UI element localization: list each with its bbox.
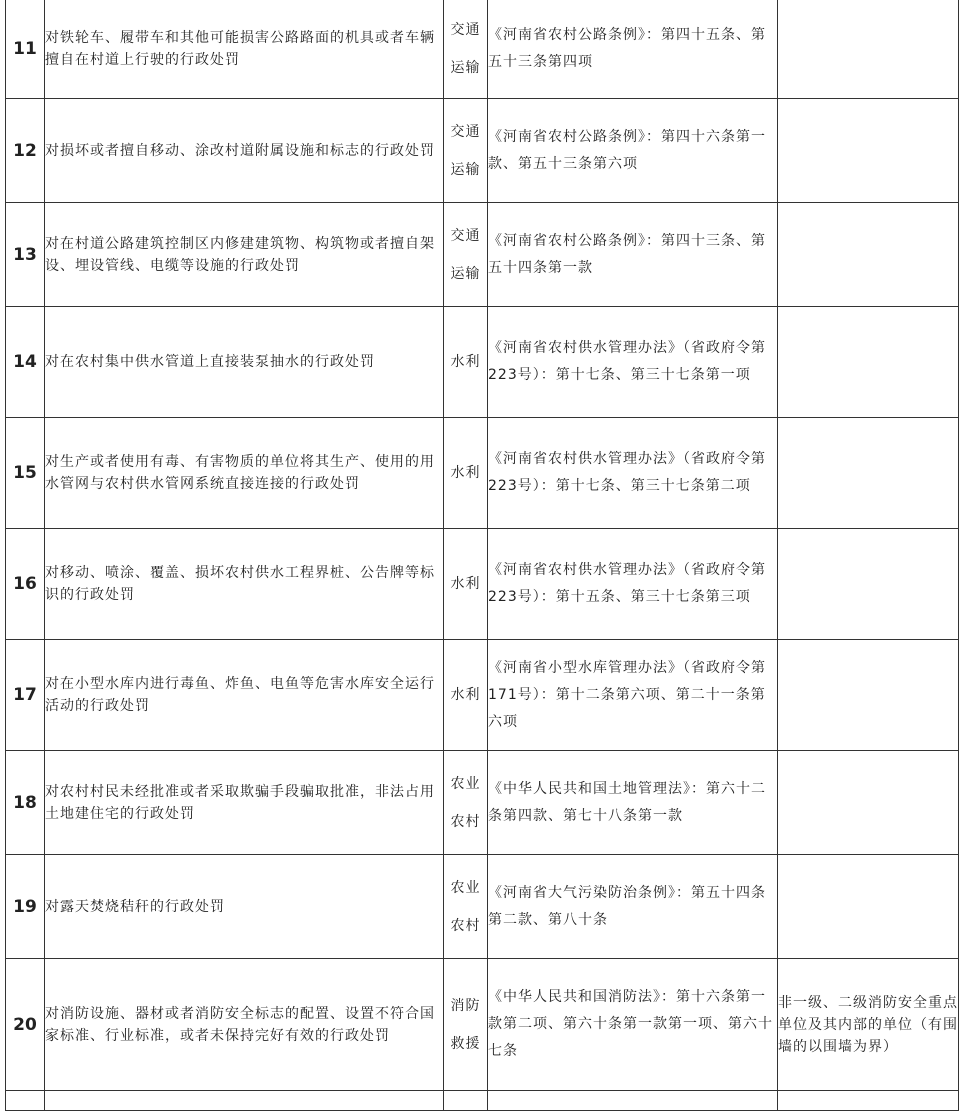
row-number: 19: [6, 855, 45, 959]
legal-basis: 《河南省农村供水管理办法》（省政府令第223号）：第十七条、第三十七条第二项: [488, 418, 778, 529]
penalty-item: 对铁轮车、履带车和其他可能损害公路路面的机具或者车辆擅自在村道上行驶的行政处罚: [45, 0, 444, 99]
row-number: 13: [6, 203, 45, 307]
table-row: [6, 1091, 959, 1111]
table-row: [6, 307, 959, 418]
department: 交通 运输: [444, 203, 488, 307]
department: [444, 1091, 488, 1111]
penalty-item: [45, 1091, 444, 1111]
row-number: 20: [6, 959, 45, 1091]
legal-basis: 《河南省农村公路条例》：第四十三条、第五十四条第一款: [488, 203, 778, 307]
legal-basis: 《河南省大气污染防治条例》：第五十四条第二款、第八十条: [488, 855, 778, 959]
table-row: [6, 529, 959, 640]
remark: [778, 1091, 959, 1111]
department: 水利: [444, 640, 488, 751]
remark: [778, 203, 959, 307]
legal-basis: 《河南省小型水库管理办法》（省政府令第171号）：第十二条第六项、第二十一条第六项: [488, 640, 778, 751]
table-row: [6, 855, 959, 959]
remark: [778, 640, 959, 751]
remark: [778, 0, 959, 99]
department: 农业 农村: [444, 855, 488, 959]
department: 消防 救援: [444, 959, 488, 1091]
row-number: 18: [6, 751, 45, 855]
penalty-item: 对生产或者使用有毒、有害物质的单位将其生产、使用的用水管网与农村供水管网系统直接连接的行政处罚: [45, 418, 444, 529]
penalty-item: 对在小型水库内进行毒鱼、炸鱼、电鱼等危害水库安全运行活动的行政处罚: [45, 640, 444, 751]
table-row: [6, 203, 959, 307]
department: 水利: [444, 307, 488, 418]
remark: 非一级、二级消防安全重点单位及其内部的单位（有围墙的以围墙为界）: [778, 959, 959, 1091]
penalty-item: 对在村道公路建筑控制区内修建建筑物、构筑物或者擅自架设、埋设管线、电缆等设施的行政处罚: [45, 203, 444, 307]
penalty-item: 对消防设施、器材或者消防安全标志的配置、设置不符合国家标准、行业标准，或者未保持完好有效的行政处罚: [45, 959, 444, 1091]
department: 交通 运输: [444, 99, 488, 203]
table-row: [6, 418, 959, 529]
table-row: [6, 640, 959, 751]
legal-basis: 《河南省农村供水管理办法》（省政府令第223号）：第十五条、第三十七条第三项: [488, 529, 778, 640]
row-number: [6, 1091, 45, 1111]
row-number: 16: [6, 529, 45, 640]
table-row: [6, 959, 959, 1091]
remark: [778, 751, 959, 855]
legal-basis: 《河南省农村供水管理办法》（省政府令第223号）：第十七条、第三十七条第一项: [488, 307, 778, 418]
legal-basis: 《河南省农村公路条例》：第四十五条、第五十三条第四项: [488, 0, 778, 99]
row-number: 12: [6, 99, 45, 203]
penalty-item: 对损坏或者擅自移动、涂改村道附属设施和标志的行政处罚: [45, 99, 444, 203]
row-number: 17: [6, 640, 45, 751]
row-number: 14: [6, 307, 45, 418]
remark: [778, 99, 959, 203]
table-row: [6, 751, 959, 855]
table-row: [6, 0, 959, 99]
legal-basis: [488, 1091, 778, 1111]
legal-basis: 《中华人民共和国土地管理法》：第六十二条第四款、第七十八条第一款: [488, 751, 778, 855]
department: 水利: [444, 529, 488, 640]
penalty-items-table: [5, 0, 959, 1111]
penalty-item: 对移动、喷涂、覆盖、损坏农村供水工程界桩、公告牌等标识的行政处罚: [45, 529, 444, 640]
row-number: 15: [6, 418, 45, 529]
penalty-item: 对露天焚烧秸秆的行政处罚: [45, 855, 444, 959]
penalty-item: 对农村村民未经批准或者采取欺骗手段骗取批准，非法占用土地建住宅的行政处罚: [45, 751, 444, 855]
remark: [778, 418, 959, 529]
remark: [778, 529, 959, 640]
row-number: 11: [6, 0, 45, 99]
penalty-item: 对在农村集中供水管道上直接装泵抽水的行政处罚: [45, 307, 444, 418]
remark: [778, 855, 959, 959]
remark: [778, 307, 959, 418]
legal-basis: 《河南省农村公路条例》：第四十六条第一款、第五十三条第六项: [488, 99, 778, 203]
legal-basis: 《中华人民共和国消防法》：第十六条第一款第二项、第六十条第一款第一项、第六十七条: [488, 959, 778, 1091]
department: 交通 运输: [444, 0, 488, 99]
department: 农业 农村: [444, 751, 488, 855]
department: 水利: [444, 418, 488, 529]
table-row: [6, 99, 959, 203]
